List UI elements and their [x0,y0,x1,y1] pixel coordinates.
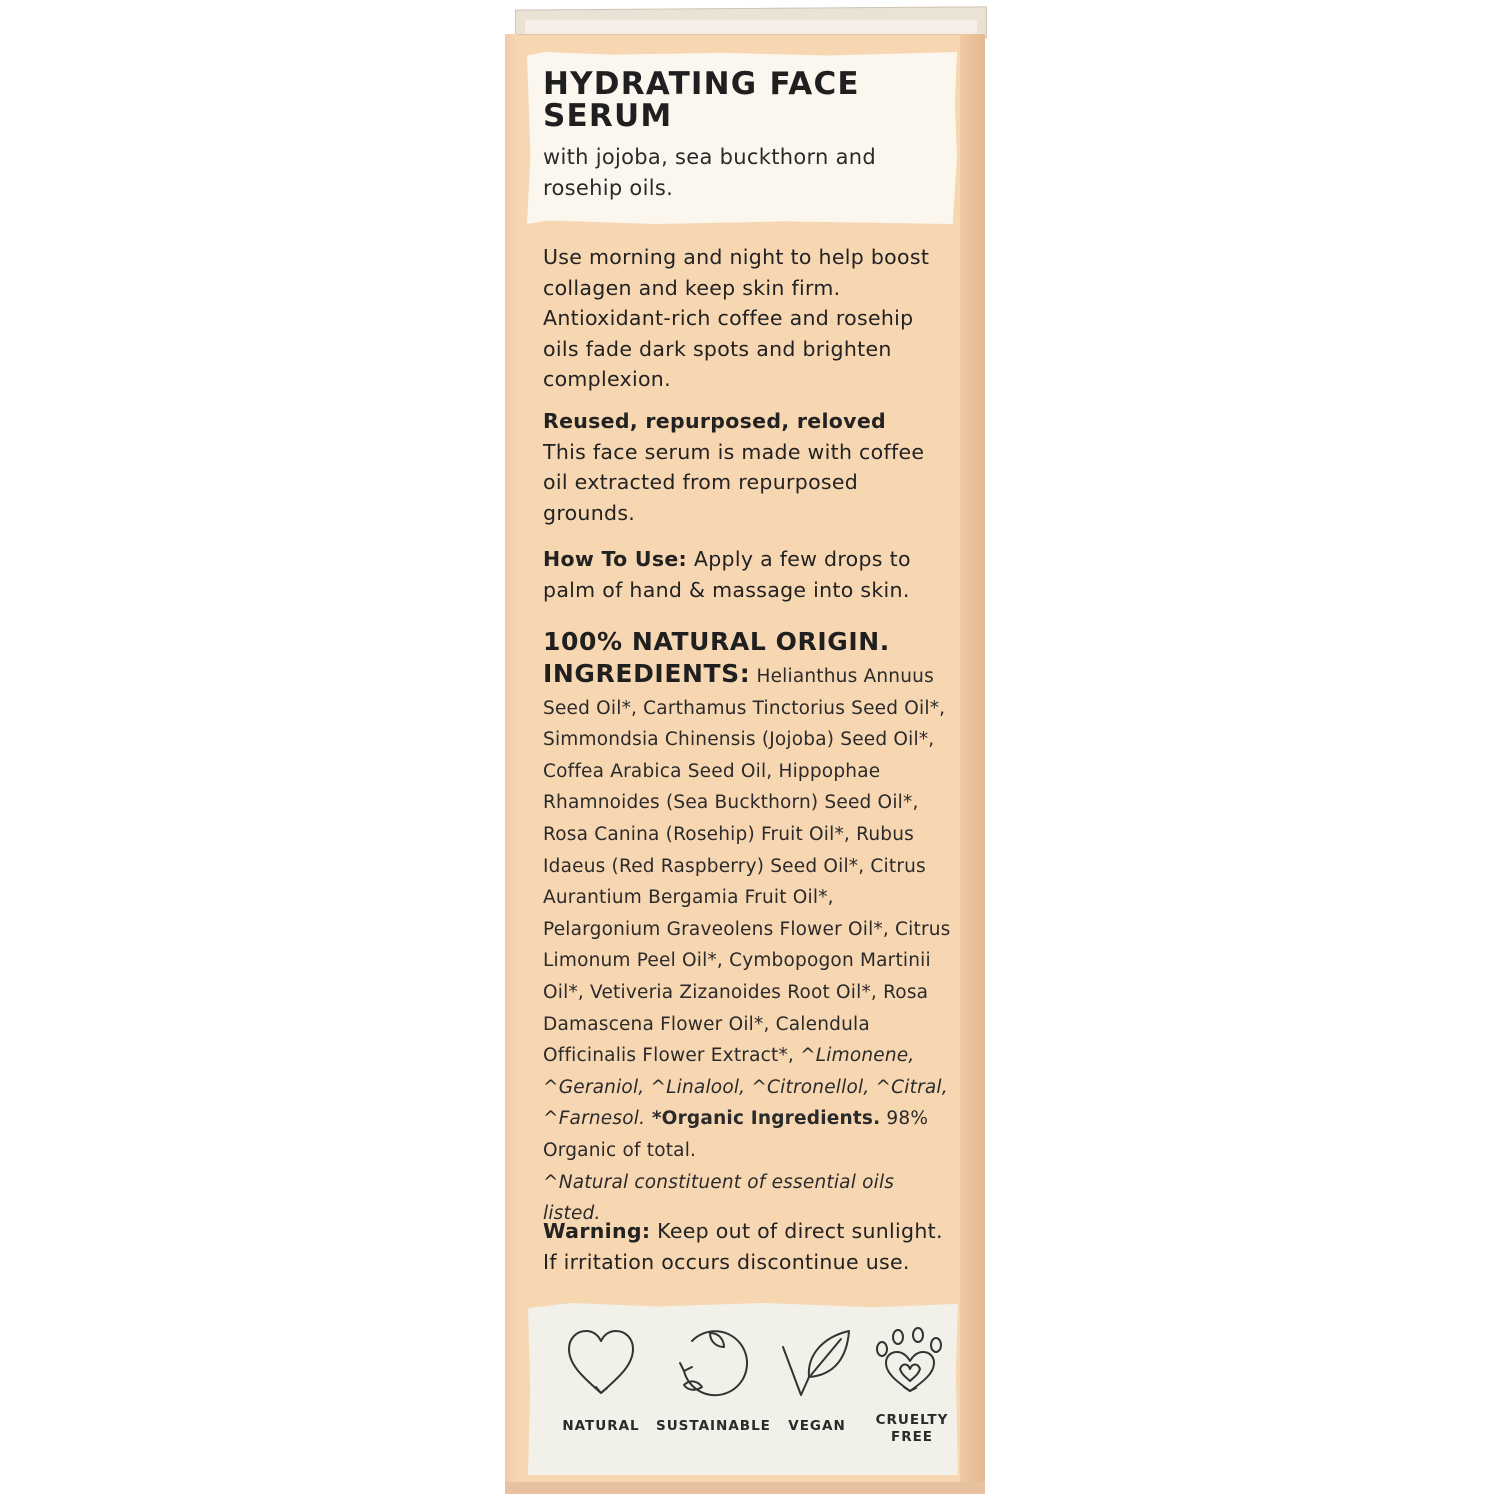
product-title [543,68,943,132]
leaf-icon [779,1325,855,1401]
how-to-use-section [543,544,953,605]
box-bottom-edge [505,1482,985,1494]
how-to-use-text: Apply a few drops to palm of hand & massage into skin. [543,547,911,602]
product-subtitle: with jojoba, sea buckthorn and rosehip oils. [543,145,877,200]
badge-label-natural: NATURAL [562,1418,640,1434]
ingredients-list [543,658,955,1230]
recycle-circle-icon [674,1325,750,1401]
title-line-1: HYDRATING FACE [543,66,860,102]
box-side-edge [960,34,985,1492]
warning-section [543,1216,953,1277]
ingredients-text: Helianthus Annuus Seed Oil*, Carthamus Tinctorius Seed Oil*, Simmondsia Chinensis (Jojoba) Seed Oil*, Coffea Arabica Seed Oil, Hippophae Rhamnoides (Sea Buckthorn) Seed Oil*, Rosa Canina (Rosehip) Fruit Oil*, Rubus Idaeus (Red Raspberry) Seed Oil*, Citrus Aurantium Bergamia Fruit Oil*, Pelargonium Graveolens Flower Oil*, Citrus Limonum Peel Oil*, Cymbopogon Martinii Oil*, Vetiveria Zizanoides Root Oil*, Rosa Damascena Flower Oil*, Calendula Officinalis Flower Extract*, [543,666,951,1067]
reused-text: This face serum is made with coffee oil extracted from repurposed grounds. [543,439,925,525]
allergens-text: ^Limonene, ^Geraniol, ^Linalool, ^Citronellol, ^Citral, ^Farnesol. [543,1045,948,1130]
ingredients-label: INGREDIENTS: [543,659,751,688]
badge-label-vegan: VEGAN [788,1418,846,1434]
badge-label-sustainable: SUSTAINABLE [656,1418,771,1434]
warning-label: Warning: [543,1219,651,1243]
ingredients-origin-heading: 100% NATURAL ORIGIN. [543,627,890,656]
box-left-edge [505,34,517,1492]
description-text: Use morning and night to help boost collagen and keep skin firm. Antioxidant-rich coffee and rosehip oils fade dark spots and brighten complexion. [543,245,930,391]
how-to-use-label: How To Use: [543,547,688,571]
title-line-2: SERUM [543,98,673,134]
reused-heading: Reused, repurposed, reloved [543,409,887,433]
organic-label: *Organic Ingredients. [645,1108,881,1130]
warning-text: Keep out of direct sunlight. If irritation occurs discontinue use. [543,1219,943,1274]
reused-section [543,406,953,528]
badge-label-cruelty-free: CRUELTY FREE [875,1412,949,1445]
organic-percentage: 98% Organic of total. [543,1108,929,1161]
heart-icon [563,1325,639,1401]
essential-oils-note: ^Natural constituent of essential oils listed. [543,1171,895,1225]
paw-heart-icon [872,1325,948,1401]
